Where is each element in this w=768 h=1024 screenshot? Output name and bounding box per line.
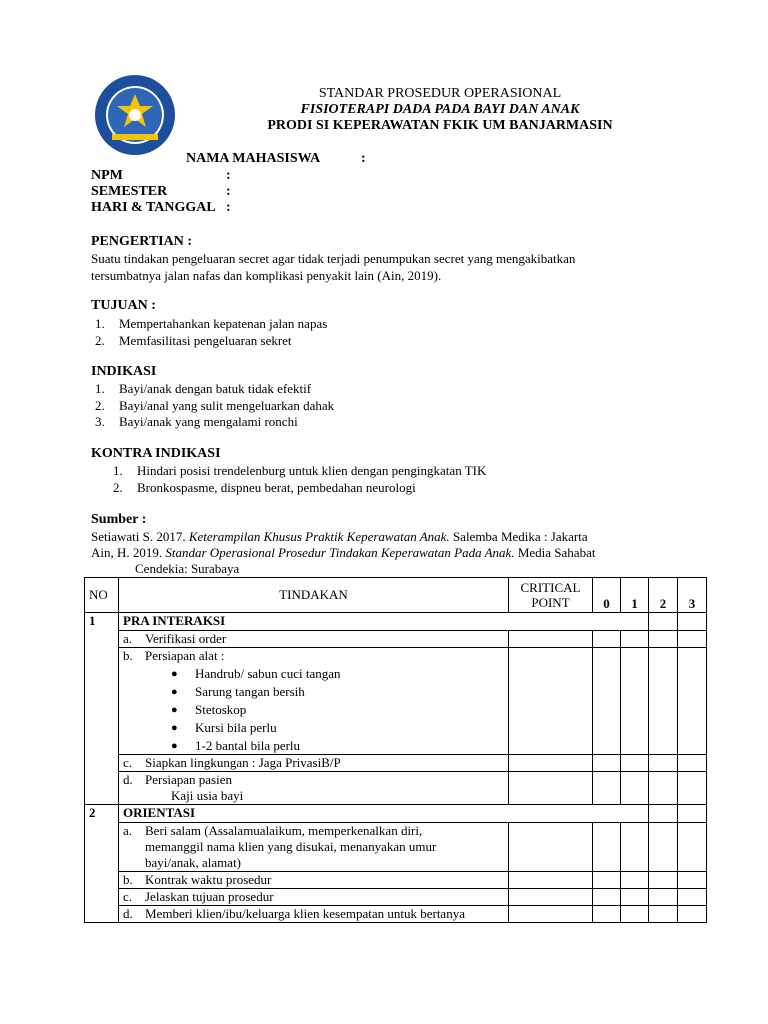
list-item: 1. Bayi/anak dengan batuk tidak efektif	[95, 381, 312, 396]
pengertian-line1: Suatu tindakan pengeluaran secret agar tidak terjadi penumpukan secret yang mengakibatkan	[91, 251, 576, 266]
doc-title: STANDAR PROSEDUR OPERASIONAL	[318, 86, 562, 101]
list-item: ● Sarung tangan bersih	[171, 684, 305, 699]
tujuan-title: TUJUAN :	[91, 298, 156, 313]
nama-colon: :	[361, 151, 366, 166]
header-critical: CRITICAL POINT	[509, 578, 593, 613]
tujuan-list	[95, 316, 595, 349]
table-row: c. Siapkan lingkungan : Jaga PrivasiB/P	[85, 755, 707, 772]
hari-colon: :	[226, 200, 231, 215]
table-row: a. Verifikasi order	[85, 631, 707, 648]
header-score-1: 1	[621, 578, 649, 613]
table-row	[85, 613, 707, 631]
list-item: 1. Mempertahankan kepatenan jalan napas	[95, 316, 328, 331]
table-row: b. Kontrak waktu prosedur	[85, 872, 707, 889]
npm-colon: :	[226, 168, 231, 183]
semester-label: SEMESTER	[91, 184, 168, 199]
list-item: ● Handrub/ sabun cuci tangan	[171, 666, 341, 681]
procedure-table	[84, 577, 707, 923]
section-number: 2	[85, 805, 119, 923]
header-score-2: 2	[649, 578, 678, 613]
sumber-title: Sumber :	[91, 512, 147, 527]
kontra-title: KONTRA INDIKASI	[91, 446, 221, 461]
table-row: b. Persiapan alat : ● Handrub/ sabun cuci tangan ● Sarung tangan bersih ● Stetoskop ● Kursi bila perlu ● 1-2 bantal bila perlu	[85, 648, 707, 755]
table-row: c. Jelaskan tujuan prosedur	[85, 889, 707, 906]
list-item: 2. Bronkospasme, dispneu berat, pembedahan neurologi	[113, 479, 416, 495]
section-title: ORIENTASI	[119, 805, 649, 823]
nama-label: NAMA MAHASISWA	[186, 151, 321, 166]
header-score-3: 3	[678, 578, 707, 613]
npm-label: NPM	[91, 168, 123, 183]
table-row	[85, 805, 707, 823]
reference-1: Setiawati S. 2017. Keterampilan Khusus Praktik Keperawatan Anak. Salemba Medika : Jakarta	[91, 529, 588, 544]
list-item: ● Stetoskop	[171, 702, 247, 717]
header-score-0: 0	[593, 578, 621, 613]
table-row: a. Beri salam (Assalamualaikum, memperkenalkan diri, memanggil nama klien yang disukai, menanyakan umur bayi/anak, alamat)	[85, 823, 707, 872]
indikasi-list	[95, 381, 595, 431]
indikasi-title: INDIKASI	[91, 364, 157, 379]
pengertian-title: PENGERTIAN :	[91, 234, 193, 249]
semester-colon: :	[226, 184, 231, 199]
list-item: 2. Memfasilitasi pengeluaran sekret	[95, 332, 292, 348]
section-number: 1	[85, 613, 119, 805]
header-no: NO	[85, 578, 119, 613]
hari-label: HARI & TANGGAL	[91, 200, 216, 215]
kontra-list	[113, 463, 673, 496]
list-item: 2. Bayi/anal yang sulit mengeluarkan dahak	[95, 397, 335, 413]
section-title: PRA INTERAKSI	[119, 613, 649, 631]
doc-subtitle: FISIOTERAPI DADA PADA BAYI DAN ANAK	[300, 102, 580, 117]
list-item: 1. Hindari posisi trendelenburg untuk klien dengan pengingkatan TIK	[113, 463, 487, 478]
list-item: ● Kursi bila perlu	[171, 720, 277, 735]
doc-institution: PRODI SI KEPERAWATAN FKIK UM BANJARMASIN	[267, 118, 613, 133]
reference-2: Ain, H. 2019. Standar Operasional Prosedur Tindakan Keperawatan Pada Anak. Media Sahabat	[91, 545, 596, 560]
list-item: 3. Bayi/anak yang mengalami ronchi	[95, 414, 298, 429]
university-logo	[94, 74, 176, 156]
header-tindakan: TINDAKAN	[119, 578, 509, 613]
table-row: d. Memberi klien/ibu/keluarga klien kesempatan untuk bertanya	[85, 906, 707, 923]
table-row: d. Persiapan pasien Kaji usia bayi	[85, 772, 707, 805]
pengertian-line2: tersumbatnya jalan nafas dan komplikasi penyakit lain (Ain, 2019).	[91, 268, 442, 283]
list-item: ● 1-2 bantal bila perlu	[171, 738, 301, 753]
reference-2-cont: Cendekia: Surabaya	[135, 561, 240, 576]
table-header-row	[85, 578, 707, 613]
